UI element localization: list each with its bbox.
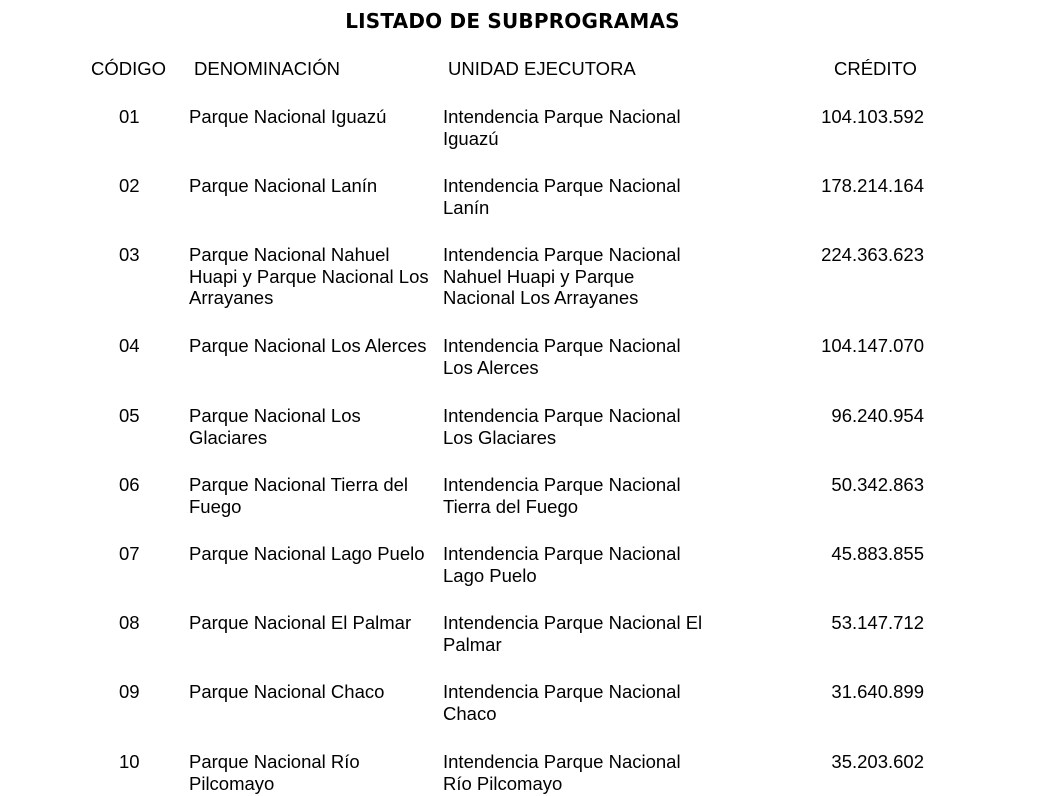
column-header-code: CÓDIGO bbox=[91, 58, 167, 79]
cell-denomination-line: Parque Nacional Tierra del bbox=[189, 474, 409, 495]
cell-unit-line: Lanín bbox=[443, 196, 490, 218]
cell-unit-line: Intendencia Parque Nacional bbox=[443, 335, 681, 356]
cell-credit: 224.363.623 bbox=[821, 244, 924, 265]
cell-credit: 45.883.855 bbox=[831, 543, 924, 564]
cell-denomination-line: Parque Nacional Lanín bbox=[189, 175, 378, 196]
cell-unit-line: Palmar bbox=[443, 633, 502, 655]
cell-denomination-line: Parque Nacional Río bbox=[189, 751, 360, 772]
cell-denomination-line: Huapi y Parque Nacional Los bbox=[189, 265, 429, 287]
cell-unit bbox=[443, 474, 713, 517]
cell-unit bbox=[443, 175, 713, 218]
cell-unit-line: Río Pilcomayo bbox=[443, 772, 563, 794]
cell-denomination-line: Parque Nacional Iguazú bbox=[189, 106, 387, 127]
cell-denomination-line: Pilcomayo bbox=[189, 772, 275, 794]
cell-denomination-line: Parque Nacional El Palmar bbox=[189, 612, 412, 633]
cell-unit bbox=[443, 335, 713, 378]
cell-code: 03 bbox=[119, 244, 140, 265]
cell-code: 09 bbox=[119, 681, 140, 702]
cell-denomination-line: Arrayanes bbox=[189, 287, 274, 308]
cell-unit-line: Chaco bbox=[443, 702, 497, 724]
page-title: LISTADO DE SUBPROGRAMAS bbox=[345, 9, 680, 33]
cell-credit: 104.103.592 bbox=[821, 106, 924, 127]
cell-credit: 31.640.899 bbox=[831, 681, 924, 702]
cell-code: 04 bbox=[119, 335, 140, 356]
cell-denomination bbox=[189, 681, 439, 703]
cell-denomination bbox=[189, 751, 439, 794]
cell-unit-line: Intendencia Parque Nacional bbox=[443, 175, 681, 196]
cell-denomination-line: Parque Nacional Los Alerces bbox=[189, 335, 427, 356]
cell-credit: 50.342.863 bbox=[831, 474, 924, 495]
cell-unit bbox=[443, 244, 713, 309]
cell-unit-line: Intendencia Parque Nacional El bbox=[443, 612, 703, 633]
cell-code: 05 bbox=[119, 405, 140, 426]
cell-unit bbox=[443, 405, 713, 448]
cell-unit-line: Iguazú bbox=[443, 127, 499, 149]
cell-denomination bbox=[189, 543, 439, 565]
cell-unit bbox=[443, 106, 713, 149]
cell-unit-line: Tierra del Fuego bbox=[443, 495, 579, 517]
cell-code: 06 bbox=[119, 474, 140, 495]
cell-code: 08 bbox=[119, 612, 140, 633]
cell-denomination-line: Parque Nacional Chaco bbox=[189, 681, 385, 702]
cell-code: 01 bbox=[119, 106, 140, 127]
cell-unit-line: Los Glaciares bbox=[443, 426, 557, 448]
cell-denomination-line: Glaciares bbox=[189, 426, 268, 448]
cell-denomination bbox=[189, 474, 439, 517]
cell-unit-line: Lago Puelo bbox=[443, 564, 537, 586]
cell-code: 07 bbox=[119, 543, 140, 564]
cell-unit-line: Intendencia Parque Nacional bbox=[443, 244, 681, 265]
column-header-denomination: DENOMINACIÓN bbox=[194, 58, 340, 79]
column-header-credit: CRÉDITO bbox=[834, 58, 917, 79]
cell-denomination-line: Parque Nacional Lago Puelo bbox=[189, 543, 425, 564]
cell-credit: 178.214.164 bbox=[821, 175, 924, 196]
cell-unit-line: Intendencia Parque Nacional bbox=[443, 543, 681, 564]
cell-unit bbox=[443, 751, 713, 794]
cell-code: 10 bbox=[119, 751, 140, 772]
cell-unit-line: Intendencia Parque Nacional bbox=[443, 405, 681, 426]
cell-unit-line: Intendencia Parque Nacional bbox=[443, 681, 681, 702]
cell-denomination bbox=[189, 612, 439, 634]
cell-unit bbox=[443, 612, 713, 655]
cell-denomination bbox=[189, 244, 439, 309]
cell-credit: 96.240.954 bbox=[831, 405, 924, 426]
cell-denomination-line: Fuego bbox=[189, 495, 242, 517]
column-header-unit: UNIDAD EJECUTORA bbox=[448, 58, 636, 79]
cell-denomination-line: Parque Nacional Nahuel bbox=[189, 244, 390, 265]
cell-denomination-line: Parque Nacional Los bbox=[189, 405, 361, 426]
cell-unit-line: Intendencia Parque Nacional bbox=[443, 106, 681, 127]
cell-unit-line: Intendencia Parque Nacional bbox=[443, 751, 681, 772]
cell-unit bbox=[443, 681, 713, 724]
cell-code: 02 bbox=[119, 175, 140, 196]
cell-denomination bbox=[189, 335, 439, 357]
cell-denomination bbox=[189, 106, 439, 128]
cell-denomination bbox=[189, 175, 439, 197]
cell-credit: 35.203.602 bbox=[831, 751, 924, 772]
cell-denomination bbox=[189, 405, 439, 448]
cell-credit: 104.147.070 bbox=[821, 335, 924, 356]
cell-credit: 53.147.712 bbox=[831, 612, 924, 633]
cell-unit-line: Los Alerces bbox=[443, 356, 539, 378]
cell-unit bbox=[443, 543, 713, 586]
cell-unit-line: Nacional Los Arrayanes bbox=[443, 287, 639, 308]
cell-unit-line: Intendencia Parque Nacional bbox=[443, 474, 681, 495]
cell-unit-line: Nahuel Huapi y Parque bbox=[443, 265, 635, 287]
